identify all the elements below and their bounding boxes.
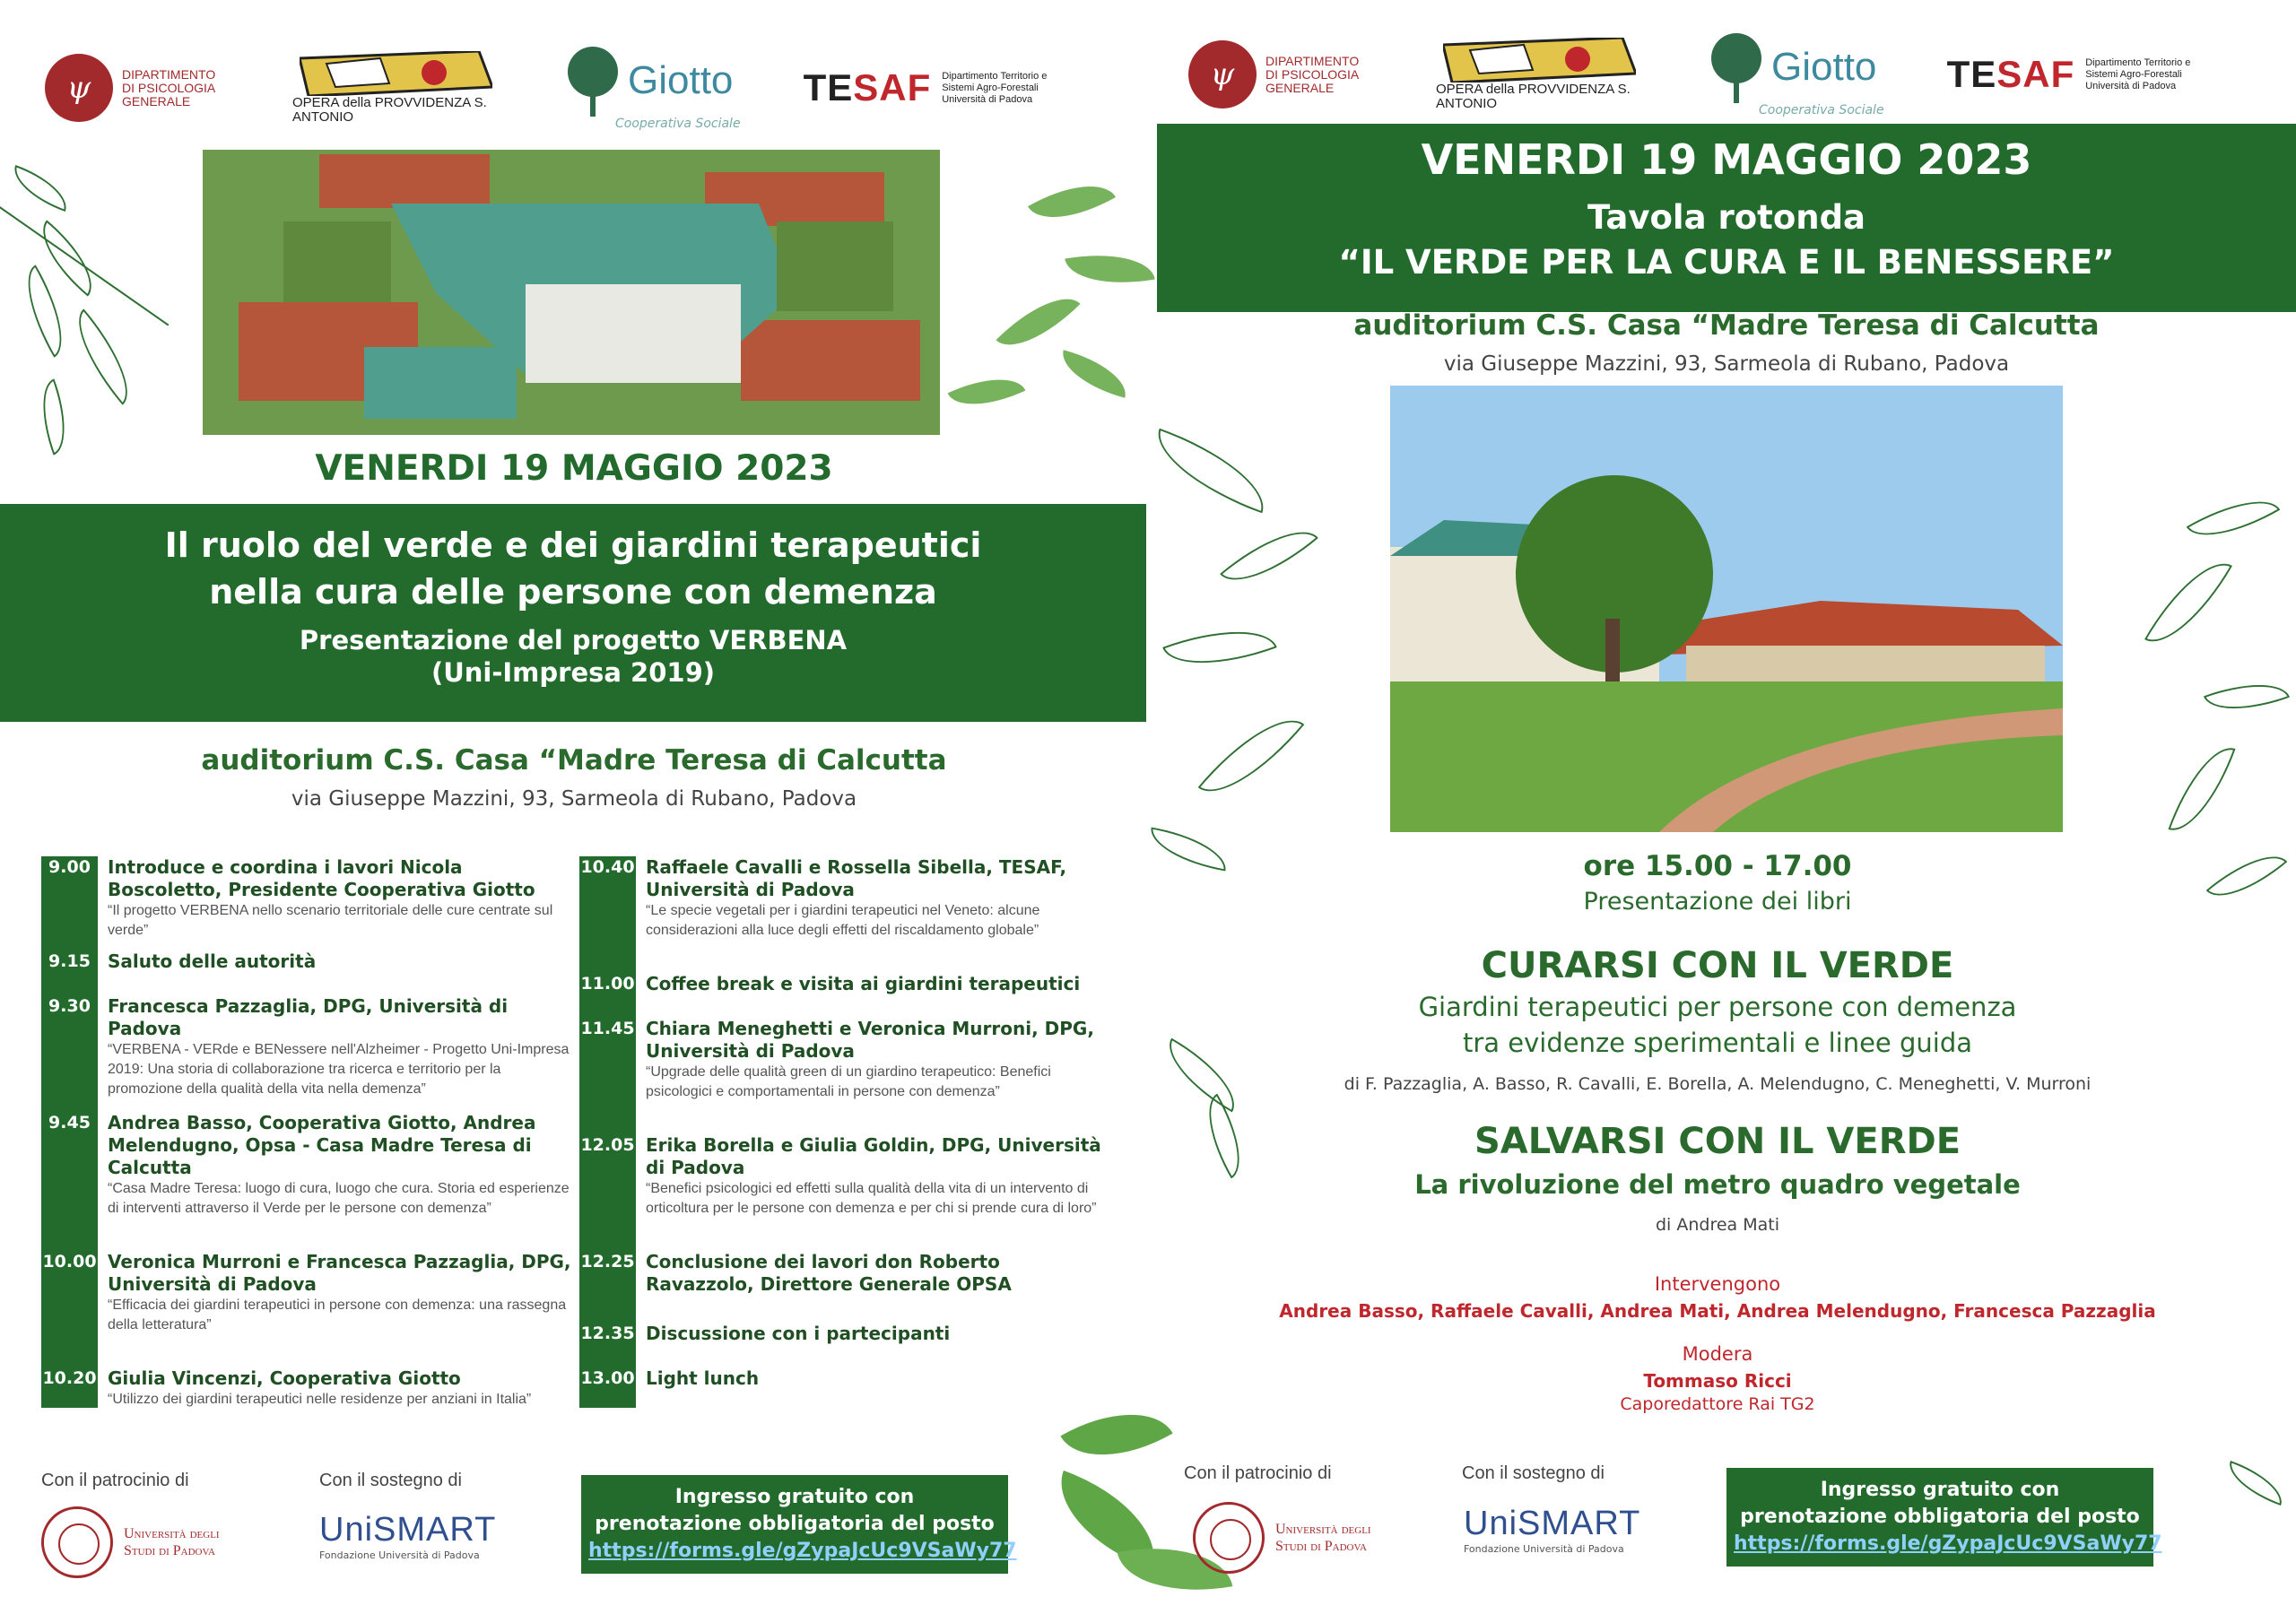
logo-row-left (45, 45, 1076, 131)
moderator-role: Caporedattore Rai TG2 (1620, 1394, 1815, 1414)
program-desc: “Efficacia dei giardini terapeutici in persone con demenza: una rassegna della letteratura” (108, 1298, 567, 1332)
program-time: 11.45 (580, 1019, 635, 1038)
opera-logo (292, 51, 499, 125)
program-title: Giulia Vincenzi, Cooperativa Giotto (108, 1367, 461, 1389)
program-desc: “Benefici psicologici ed effetti sulla qualità della vita di un intervento di orticoltura per le persone con demenza e per chi si prende cura di loro” (646, 1181, 1097, 1216)
program-title: Introduce e coordina i lavori Nicola Boscoletto, Presidente Cooperativa Giotto (108, 856, 535, 900)
program-time: 9.45 (48, 1113, 91, 1133)
building-aerial-photo (203, 150, 940, 435)
program-entry (579, 856, 1118, 941)
program-title: Andrea Basso, Cooperativa Giotto, Andrea Melendugno, Opsa - Casa Madre Teresa di Calcutta (108, 1112, 536, 1178)
program-entry (579, 973, 1118, 995)
unipd-text: Università degli Studi di Padova (1275, 1522, 1371, 1554)
right-address: via Giuseppe Mazzini, 93, Sarmeola di Rubano, Padova (1443, 352, 2010, 376)
giotto-logo-right (1705, 31, 1884, 117)
right-auditorium: auditorium C.S. Casa “Madre Teresa di Calcutta (1353, 309, 2100, 342)
program-column-2 (579, 856, 1118, 1412)
left-title-line2: nella cura delle persone con demenza (209, 572, 937, 612)
giotto-name: Giotto (1771, 45, 1877, 89)
program-time: 13.00 (580, 1368, 635, 1388)
program-time: 9.00 (48, 857, 91, 877)
book1-title: CURARSI CON IL VERDE (1481, 945, 1954, 986)
program-desc: “Utilizzo dei giardini terapeutici nelle residenze per anziani in Italia” (108, 1392, 532, 1407)
program-entry (579, 1134, 1118, 1219)
program-title: Erika Borella e Giulia Goldin, DPG, Università di Padova (646, 1134, 1101, 1178)
modera-label: Modera (1682, 1343, 1753, 1365)
book2-author: di Andrea Mati (1655, 1215, 1779, 1235)
sostegno-label-right: Con il sostegno di (1462, 1463, 1605, 1483)
program-title: Chiara Meneghetti e Veronica Murroni, DPG, Università di Padova (646, 1018, 1094, 1062)
program-entry (579, 1323, 1118, 1345)
booking-link[interactable]: https://forms.gle/gZypaJcUc9VSaWy77 (1734, 1532, 2162, 1555)
intervengono-label: Intervengono (1654, 1273, 1781, 1295)
unismart-logo-right (1464, 1505, 1640, 1555)
program-title: Saluto delle autorità (108, 950, 317, 972)
left-address: via Giuseppe Mazzini, 93, Sarmeola di Rubano, Padova (291, 787, 857, 811)
program-title: Coffee break e visita ai giardini terapeutici (646, 973, 1081, 994)
program-title: Raffaele Cavalli e Rossella Sibella, TESAF, Università di Padova (646, 856, 1067, 900)
opera-text: OPERA della PROVVIDENZA S. ANTONIO (1436, 82, 1631, 111)
program-title: Veronica Murroni e Francesca Pazzaglia, DPG, Università di Padova (108, 1251, 571, 1295)
program-entry (579, 1251, 1118, 1296)
program-time: 10.00 (42, 1252, 97, 1271)
program-entry (41, 1367, 579, 1410)
ingresso-box-right (1726, 1468, 2162, 1567)
giotto-name: Giotto (628, 58, 734, 102)
program-entry (41, 856, 579, 941)
right-hours: ore 15.00 - 17.00 (1583, 850, 1852, 882)
program-time: 9.15 (48, 951, 91, 971)
program-desc: “Le specie vegetali per i giardini terapeutici nel Veneto: alcune considerazioni alla luce degli effetti del riscaldamento globale” (646, 903, 1040, 938)
right-title-band (1157, 124, 2296, 312)
giotto-sub: Cooperativa Sociale (1759, 103, 1884, 117)
book2-sub: La rivoluzione del metro quadro vegetale (1414, 1169, 2021, 1200)
tesaf-sub: Dipartimento Territorio e Sistemi Agro-Forestali Università di Padova (942, 70, 1048, 105)
unismart-name: UniSMART (1464, 1505, 1641, 1542)
right-date: VENERDI 19 MAGGIO 2023 (1421, 135, 2032, 184)
program-desc: “Casa Madre Teresa: luogo di cura, luogo che cura. Storia ed esperienze di interventi attraverso il Verde per le persone con demenza” (108, 1181, 570, 1216)
giotto-sub: Cooperativa Sociale (615, 117, 741, 131)
program-column-1 (41, 856, 579, 1412)
book1-authors: di F. Pazzaglia, A. Basso, R. Cavalli, E. Borella, A. Melendugno, C. Meneghetti, V. Murroni (1344, 1074, 2092, 1094)
sostegno-label: Con il sostegno di (319, 1471, 462, 1490)
opera-mark-icon (300, 51, 492, 96)
tavola-rotonda: Tavola rotonda (1587, 198, 1866, 237)
program-entry (579, 1367, 1118, 1390)
unipd-seal-icon (1193, 1502, 1265, 1574)
opera-text: OPERA della PROVVIDENZA S. ANTONIO (292, 95, 487, 125)
book2-title: SALVARSI CON IL VERDE (1474, 1121, 1961, 1162)
tesaf-logo (804, 66, 1077, 109)
unismart-logo (319, 1511, 496, 1561)
opera-mark-icon (1443, 38, 1636, 82)
tree-icon (1705, 31, 1768, 103)
tree-icon (561, 45, 624, 117)
ingresso-line1: Ingresso gratuito con (1820, 1479, 2060, 1501)
ingresso-box-left (581, 1475, 1017, 1574)
left-subtitle-line2: (Uni-Impresa 2019) (430, 657, 716, 688)
right-presentazione: Presentazione dei libri (1583, 888, 1852, 916)
booking-link[interactable]: https://forms.gle/gZypaJcUc9VSaWy77 (588, 1540, 1017, 1562)
ingresso-line1: Ingresso gratuito con (674, 1486, 915, 1508)
unipd-logo-right (1193, 1502, 1374, 1574)
unipd-text: Università degli Studi di Padova (124, 1526, 220, 1558)
unismart-name: UniSMART (319, 1511, 497, 1549)
speakers-list: Andrea Basso, Raffaele Cavalli, Andrea Mati, Andrea Melendugno, Francesca Pazzaglia (1279, 1300, 2156, 1322)
left-date: VENERDI 19 MAGGIO 2023 (315, 448, 833, 489)
dpg-mark: ψ (45, 54, 113, 122)
program-time: 11.00 (580, 974, 635, 994)
program-desc: “VERBENA - VERde e BENessere nell'Alzheimer - Progetto Uni-Impresa 2019: Una storia di collaborazione tra ricerca e territorio per la promozione della qualità della vita nella demenza” (108, 1042, 570, 1097)
giotto-logo (561, 45, 741, 131)
unismart-sub: Fondazione Università di Padova (1464, 1543, 1624, 1555)
program-entry (41, 1112, 579, 1219)
dpg-text: DIPARTIMENTO DI PSICOLOGIA GENERALE (1265, 53, 1360, 95)
patrocinio-label: Con il patrocinio di (41, 1471, 189, 1490)
program-entry (41, 1251, 579, 1335)
left-title-band (0, 504, 1146, 722)
program-time: 10.20 (42, 1368, 97, 1388)
moderator-name: Tommaso Ricci (1643, 1370, 1792, 1392)
program-desc: “Il progetto VERBENA nello scenario territoriale delle cure centrate sul verde” (108, 903, 553, 938)
program-title: Light lunch (646, 1367, 760, 1389)
left-auditorium: auditorium C.S. Casa “Madre Teresa di Calcutta (201, 744, 947, 777)
unipd-logo (41, 1506, 222, 1578)
dpg-logo-right (1188, 40, 1373, 108)
unipd-seal-icon (41, 1506, 113, 1578)
ingresso-line2: prenotazione obbligatoria del posto (595, 1513, 995, 1535)
program-title: Conclusione dei lavori don Roberto Ravazzolo, Direttore Generale OPSA (646, 1251, 1012, 1295)
program-time: 12.35 (580, 1324, 635, 1343)
program-time: 10.40 (580, 857, 635, 877)
ingresso-line2: prenotazione obbligatoria del posto (1740, 1506, 2140, 1528)
dpg-mark: ψ (1188, 40, 1257, 108)
book1-sub1: Giardini terapeutici per persone con demenza (1418, 992, 2017, 1022)
program-entry (41, 950, 579, 973)
garden-photo (1390, 386, 2063, 832)
tesaf-name: TESAF (1946, 53, 2075, 95)
dpg-text: DIPARTIMENTO DI PSICOLOGIA GENERALE (122, 66, 216, 108)
book1-sub2: tra evidenze sperimentali e linee guida (1462, 1028, 1973, 1058)
program-time: 9.30 (48, 996, 91, 1016)
left-title-line1: Il ruolo del verde e dei giardini terapeutici (164, 525, 982, 565)
opera-logo-right (1436, 38, 1642, 111)
tavola-title: “IL VERDE PER LA CURA E IL BENESSERE” (1338, 243, 2115, 282)
program-title: Discussione con i partecipanti (646, 1323, 951, 1344)
program-entry (41, 995, 579, 1099)
tesaf-logo-right (1947, 53, 2221, 96)
program-entry (579, 1018, 1118, 1102)
unismart-sub: Fondazione Università di Padova (319, 1549, 480, 1561)
program-time: 12.05 (580, 1135, 635, 1155)
tesaf-name: TESAF (803, 66, 932, 108)
left-subtitle-line1: Presentazione del progetto VERBENA (299, 625, 848, 655)
tesaf-sub: Dipartimento Territorio e Sistemi Agro-Forestali Università di Padova (2085, 56, 2191, 91)
dpg-logo (45, 54, 230, 122)
patrocinio-label-right: Con il patrocinio di (1184, 1463, 1332, 1483)
program-time: 12.25 (580, 1252, 635, 1271)
logo-row-right (1188, 31, 2220, 117)
program-desc: “Upgrade delle qualità green di un giardino terapeutico: Benefici psicologici e comportamentali in persone con demenza” (646, 1064, 1051, 1099)
program-title: Francesca Pazzaglia, DPG, Università di Padova (108, 995, 509, 1039)
